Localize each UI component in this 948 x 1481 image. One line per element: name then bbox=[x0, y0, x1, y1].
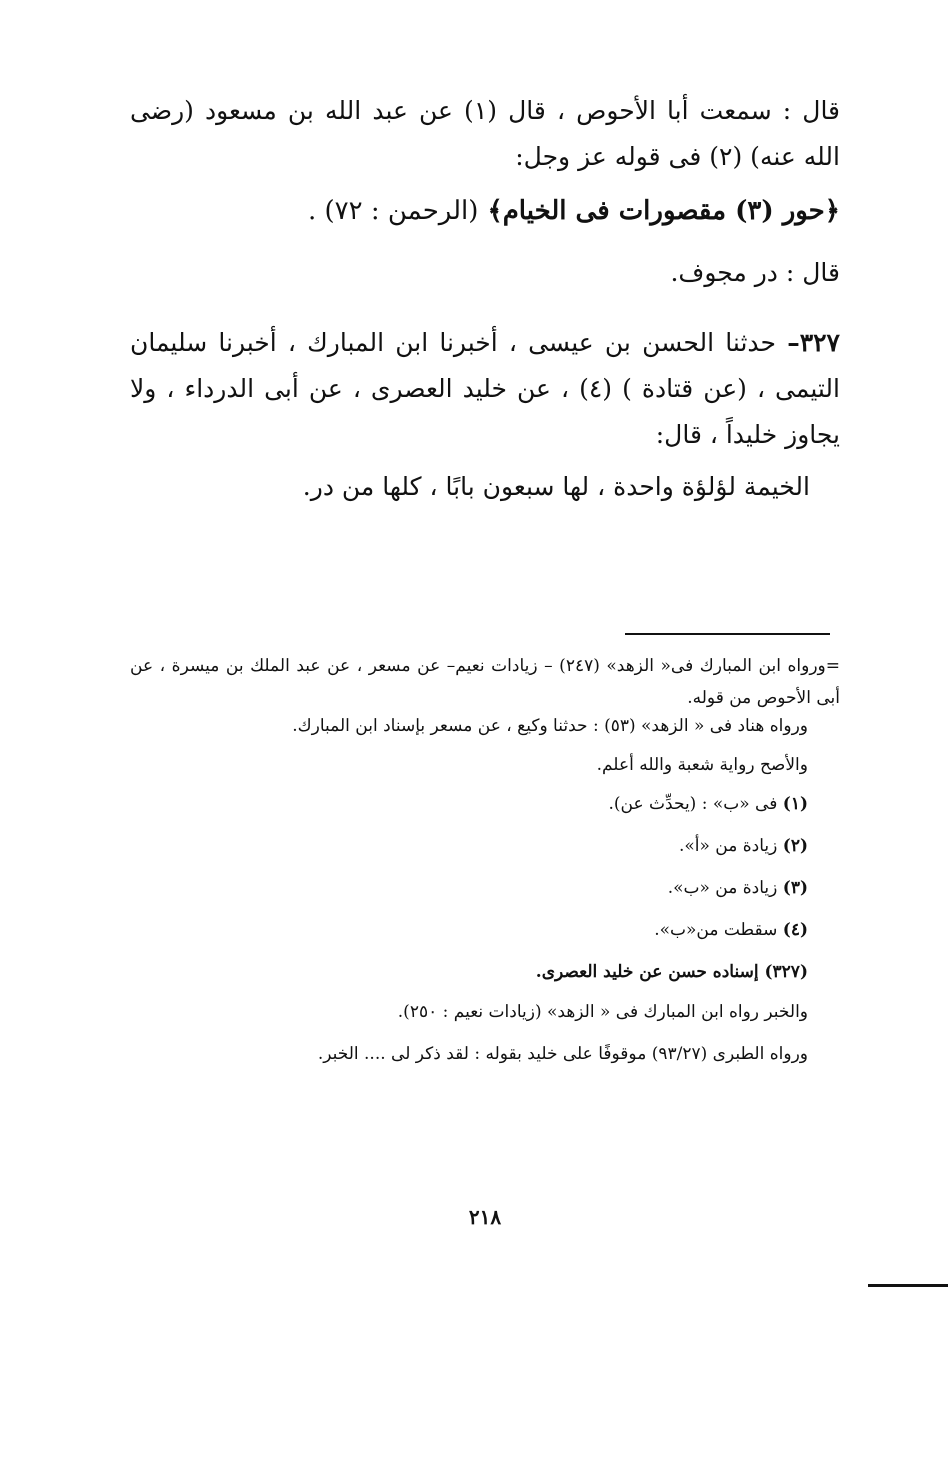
footnote-tabari: ورواه الطبرى (٩٣/٢٧) موقوفًا على خليد بقوله : لقد ذكر لى .... الخبر. bbox=[317, 1044, 808, 1064]
footnote-1-number: (١) bbox=[782, 794, 808, 814]
footnote-327-text: إسناده حسن عن خليد العصرى. bbox=[535, 962, 759, 982]
footnote-khabar: والخبر رواه ابن المبارك فى « الزهد» (زيادات نعيم : ٢٥٠). bbox=[397, 1002, 808, 1022]
footnote-4-text: سقطت من«ب». bbox=[654, 920, 778, 940]
footnote-3 bbox=[668, 878, 808, 898]
quran-verse bbox=[308, 196, 840, 226]
page-number: ٢١٨ bbox=[468, 1205, 502, 1229]
footnote-4-number: (٤) bbox=[782, 920, 808, 940]
footnote-ashah: والأصح رواية شعبة والله أعلم. bbox=[596, 755, 808, 775]
footnote-2-text: زيادة من «أ». bbox=[678, 836, 778, 856]
hadith-chain: حدثنا الحسن بن عيسى ، أخبرنا ابن المبارك ، أخبرنا سليمان التيمى ، (عن قتادة ) (٤) ، عن خليد العصرى ، عن أبى الدرداء ، ولا يجاوز خليداً ، قال: bbox=[130, 328, 840, 449]
verse-reference: (الرحمن : ٧٢) . bbox=[307, 196, 479, 226]
footnote-327-number: (٣٢٧) bbox=[764, 962, 808, 982]
paragraph-opening: قال : سمعت أبا الأحوص ، قال (١) عن عبد الله بن مسعود (رضى الله عنه) (٢) فى قوله عز وجل: bbox=[130, 96, 841, 171]
footnote-2 bbox=[679, 836, 808, 856]
footnote-3-number: (٣) bbox=[782, 878, 808, 898]
footnote-divider bbox=[625, 633, 830, 635]
footnote-1-text: فى «ب» : (يحدِّث عن). bbox=[608, 794, 778, 814]
footnote-3-text: زيادة من «ب». bbox=[667, 878, 778, 898]
footnote-2-number: (٢) bbox=[782, 836, 808, 856]
verse-text: ﴿حور (٣) مقصورات فى الخيام﴾ bbox=[487, 196, 840, 226]
said-line: قال : در مجوف. bbox=[670, 258, 840, 287]
scan-edge-mark bbox=[868, 1284, 948, 1287]
hadith-quote: الخيمة لؤلؤة واحدة ، لها سبعون بابًا ، كلها من در. bbox=[302, 472, 810, 501]
footnote-4 bbox=[654, 920, 808, 940]
footnote-hannad: ورواه هناد فى « الزهد» (٥٣) : حدثنا وكيع ، عن مسعر بإسناد ابن المبارك. bbox=[292, 716, 808, 736]
paragraph-hadith-327 bbox=[130, 320, 840, 458]
footnote-1 bbox=[609, 794, 808, 814]
hadith-number: ٣٢٧– bbox=[787, 328, 840, 357]
footnote-continuation: =ورواه ابن المبارك فى« الزهد» (٢٤٧) – زيادات نعيم– عن مسعر ، عن عبد الملك بن ميسرة ، عن أبى الأحوص من قوله. bbox=[130, 656, 840, 708]
footnote-327 bbox=[536, 962, 808, 982]
